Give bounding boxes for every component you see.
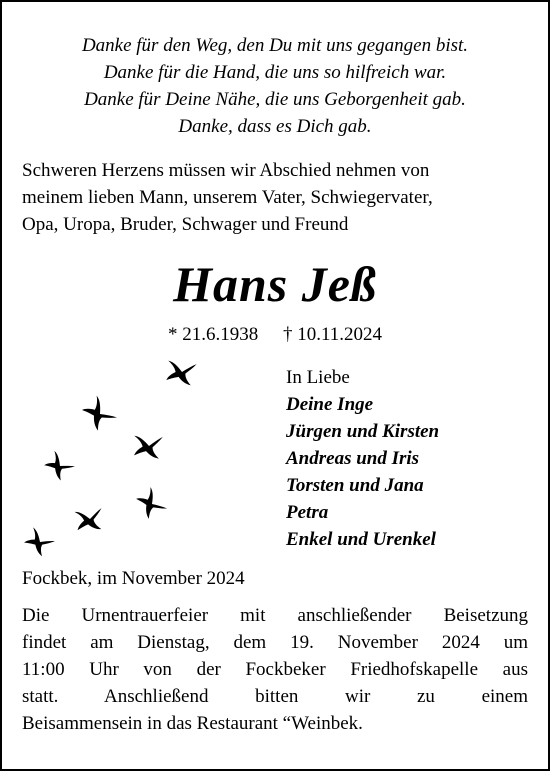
bird-icon xyxy=(131,484,172,524)
bird-icon xyxy=(77,393,121,436)
poem-line: Danke, dass es Dich gab. xyxy=(178,116,372,137)
family-member: Torsten und Jana xyxy=(286,475,424,496)
signoff-heading: In Liebe xyxy=(286,367,350,388)
service-line: statt. Anschließend bitten wir zu einem xyxy=(22,686,528,707)
service-details xyxy=(22,602,528,737)
bird-icon xyxy=(22,526,57,558)
intro-text xyxy=(22,157,528,238)
bird-icon xyxy=(163,356,200,390)
life-dates xyxy=(2,322,548,348)
family-member: Enkel und Urenkel xyxy=(286,529,436,550)
poem-line: Danke für Deine Nähe, die uns Geborgenheit gab. xyxy=(84,89,466,110)
bird-icon xyxy=(41,449,77,483)
family-member: Jürgen und Kirsten xyxy=(286,421,440,442)
family-signoff xyxy=(286,364,439,553)
birth-date: * 21.6.1938 xyxy=(167,324,259,345)
family-member: Deine Inge xyxy=(286,394,374,415)
service-line: 11:00 Uhr von der Fockbeker Friedhofskapelle aus xyxy=(22,659,528,680)
deceased-name: Hans Jeß xyxy=(173,256,377,312)
family-member: Petra xyxy=(286,502,329,523)
intro-line: Schweren Herzens müssen wir Abschied nehmen von xyxy=(22,160,430,181)
bird-icon xyxy=(70,501,110,539)
death-date: † 10.11.2024 xyxy=(282,324,383,345)
family-member: Andreas und Iris xyxy=(286,448,420,469)
service-line: Die Urnentrauerfeier mit anschließender Beisetzung xyxy=(22,605,528,626)
poem-line: Danke für den Weg, den Du mit uns gegangen bist. xyxy=(81,35,469,56)
poem-line: Danke für die Hand, die uns so hilfreich war. xyxy=(103,62,447,83)
poem xyxy=(2,32,548,140)
service-line: Beisammensein in das Restaurant “Weinbek. xyxy=(22,713,363,734)
bird-icon xyxy=(129,429,168,465)
intro-line: meinem lieben Mann, unserem Vater, Schwiegervater, xyxy=(22,187,433,208)
intro-line: Opa, Uropa, Bruder, Schwager und Freund xyxy=(22,214,349,235)
service-line: findet am Dienstag, dem 19. November 2024 um xyxy=(22,632,528,653)
place-and-date: Fockbek, im November 2024 xyxy=(22,568,245,589)
flying-birds-icon xyxy=(22,354,222,559)
